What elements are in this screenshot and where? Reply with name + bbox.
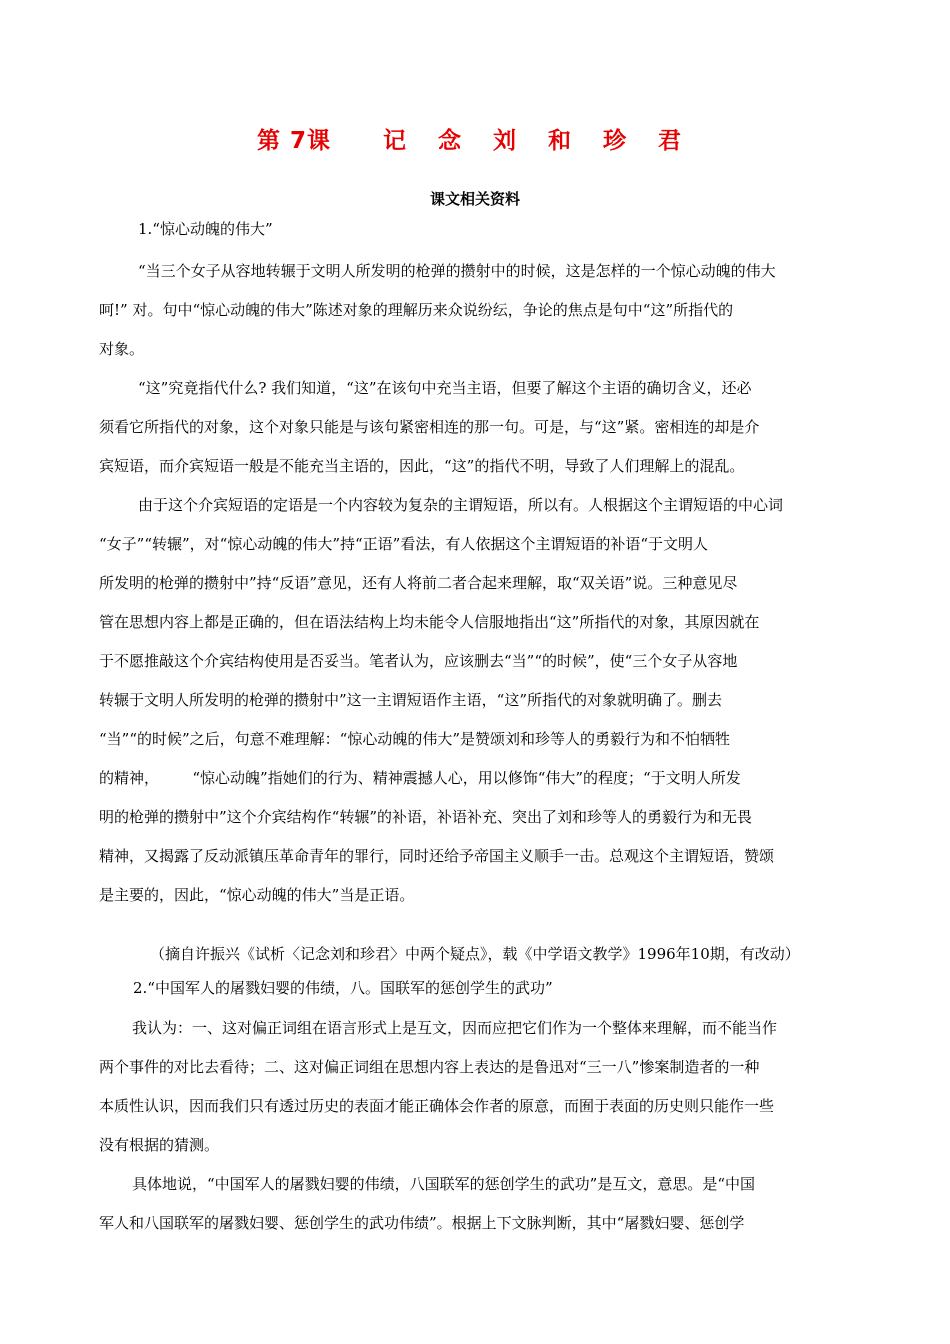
paragraph-line: 由于这个介宾短语的定语是一个内容较为复杂的主谓短语，所以有。人根据这个主谓短语的中心词 (138, 496, 784, 514)
paragraph-line: 转辗于文明人所发明的枪弹的攒射中”这一主谓短语作主语，“这”所指代的对象就明确了。删去 (99, 691, 723, 709)
paragraph-line: 呵!” 对。句中“惊心动魄的伟大”陈述对象的理解历来众说纷纭，争论的焦点是句中“这”所指代的 (99, 301, 734, 319)
section1-body (99, 252, 852, 915)
paragraph-line: 所发明的枪弹的攒射中”持“反语”意见，还有人将前二者合起来理解，取“双关语”说。三种意见尽 (99, 574, 738, 592)
paragraph-line: 我认为：一、这对偏正词组在语言形式上是互文，因而应把它们作为一个整体来理解，而不能当作 (132, 1019, 778, 1037)
paragraph-line: 是主要的，因此，“惊心动魄的伟大”当是正语。 (99, 886, 415, 904)
paragraph-line: 军人和八国联军的屠戮妇婴、惩创学生的武功伟绩”。根据上下文脉判断，其中“屠戮妇婴、惩创学 (99, 1214, 745, 1232)
paragraph-line: 具体地说，“中国军人的屠戮妇婴的伟绩，八国联军的惩创学生的武功”是互文，意思。是“中国 (132, 1175, 756, 1193)
lesson-number: 第 7课 (256, 128, 331, 154)
paragraph-line: 于不愿推敲这个介宾结构使用是否妥当。笔者认为，应该删去“当”“的时候”，使“三个女子从容地 (99, 652, 738, 670)
paragraph-line: 精神，又揭露了反动派镇压革命青年的罪行，同时还给予帝国主义顺手一击。总观这个主谓短语，赞颂 (99, 847, 775, 865)
paragraph-line: 没有根据的猜测。 (99, 1136, 220, 1154)
section1-heading: 1.“惊心动魄的伟大” (138, 220, 273, 238)
paragraph-line: 对象。 (99, 340, 145, 358)
paragraph-line: 管在思想内容上都是正确的，但在语法结构上均未能令人信服地指出“这”所指代的对象，其原因就在 (99, 613, 760, 631)
paragraph-line: “当”“的时候”之后，句意不难理解：“惊心动魄的伟大”是赞颂刘和珍等人的勇毅行为和不怕牺牲 (99, 730, 731, 748)
paragraph-line: 宾短语，而介宾短语一般是不能充当主语的，因此，“这”的指代不明，导致了人们理解上的混乱。 (99, 457, 745, 475)
paragraph-line: 两个事件的对比去看待；二、这对偏正词组在思想内容上表达的是鲁迅对“三一八”惨案制造者的一种 (99, 1058, 760, 1076)
source-citation: （摘自许振兴《试析〈记念刘和珍君〉中两个疑点》，载《中学语文教学》1996年10期，有改动） (150, 945, 800, 963)
paragraph-line: “这”究竟指代什么? 我们知道，“这”在该句中充当主语，但要了解这个主语的确切含义，还必 (138, 379, 752, 397)
page-title (0, 122, 950, 155)
paragraph-line: 须看它所指代的对象，这个对象只能是与该句紧密相连的那一句。可是，与“这”紧。密相连的却是介 (99, 418, 760, 436)
paragraph-line: “当三个女子从容地转辗于文明人所发明的枪弹的攒射中的时候，这是怎样的一个惊心动魄的伟大 (138, 262, 776, 280)
paragraph-line: “女子”“转辗”，对“惊心动魄的伟大”持“正语”看法，有人依据这个主谓短语的补语“于文明人 (99, 535, 709, 553)
paragraph-line: 本质性认识，因而我们只有透过历史的表面才能正确体会作者的原意，而囿于表面的历史则只能作一些 (99, 1097, 775, 1115)
lesson-name: 记 念 刘 和 珍 君 (382, 128, 694, 154)
section2-heading: 2.“中国军人的屠戮妇婴的伟绩，八。国联军的惩创学生的武功” (133, 979, 553, 997)
section-subtitle: 课文相关资料 (429, 190, 520, 208)
paragraph-line: 的精神， “惊心动魄”指她们的行为、精神震撼人心，用以修饰“伟大”的程度；“于文明人所发 (99, 769, 741, 787)
paragraph-line: 明的枪弹的攒射中”这个介宾结构作“转辗”的补语，补语补充、突出了刘和珍等人的勇毅行为和无畏 (99, 808, 753, 826)
section2-body (99, 1009, 852, 1243)
